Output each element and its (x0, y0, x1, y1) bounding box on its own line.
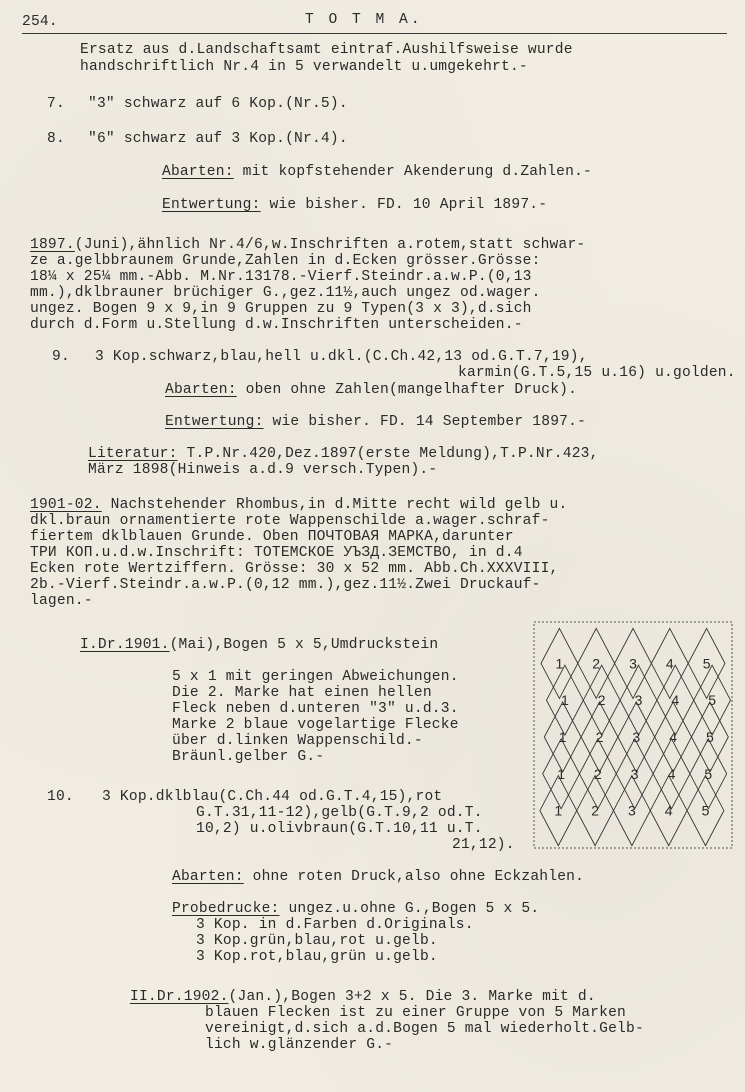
text-line: 5 x 1 mit geringen Abweichungen. (172, 669, 459, 685)
text-line: ungez. Bogen 9 x 9,in 9 Gruppen zu 9 Typen(3 x 3),d.sich (30, 301, 532, 317)
stamp-number: 2 (591, 802, 599, 819)
stamp-number: 3 (629, 655, 637, 672)
section-text: (Juni),ähnlich Nr.4/6,w.Inschriften a.rotem,statt schwar- (74, 237, 586, 253)
stamp-number: 5 (704, 765, 713, 782)
text-line (172, 869, 584, 885)
section-text: T.P.Nr.420,Dez.1897(erste Meldung),T.P.Nr.423, (177, 446, 599, 462)
stamp-number: 5 (708, 692, 716, 709)
stamp-number: 1 (554, 802, 563, 819)
text-line (172, 901, 539, 917)
sheet-diagram (533, 621, 733, 849)
stamp-number: 5 (706, 729, 714, 745)
section-label: Abarten: (165, 382, 237, 398)
text-line: Die 2. Marke hat einen hellen (172, 685, 432, 701)
text-line: blauen Flecken ist zu einer Gruppe von 5 Marken (205, 1005, 627, 1021)
text-line: Ersatz aus d.Landschaftsamt eintraf.Aushilfsweise wurde (80, 42, 573, 58)
entry-number: 10. (47, 789, 74, 805)
section-text: wie bisher. FD. 10 April 1897.- (260, 197, 548, 213)
section-text: oben ohne Zahlen(mangelhafter Druck). (236, 382, 578, 398)
stamp-number: 3 (632, 729, 641, 745)
stamp-number: 1 (557, 765, 565, 782)
text-line (80, 637, 438, 653)
section-label: Abarten: (162, 164, 234, 180)
text-line (88, 446, 599, 462)
text-line: ze a.gelbbraunem Grunde,Zahlen in d.Ecken grösser.Grösse: (30, 253, 541, 269)
text-line (162, 197, 547, 213)
stamp-number: 4 (665, 655, 674, 672)
stamp-number: 2 (597, 692, 606, 709)
section-text: Nachstehender Rhombus,in d.Mitte recht wild gelb u. (101, 497, 568, 513)
stamp-number: 1 (561, 692, 569, 709)
text-line: 3 Kop.rot,blau,grün u.gelb. (196, 949, 438, 965)
printing-label: II.Dr.1902. (130, 989, 229, 1005)
stamp-number: 1 (555, 655, 564, 672)
stamp-number: 5 (701, 802, 710, 819)
text-line: Ecken rote Wertziffern. Grösse: 30 x 52 mm. Abb.Ch.XXXVIII, (30, 561, 559, 577)
text-line: 10,2) u.olivbraun(G.T.10,11 u.T. (196, 821, 483, 837)
text-line (165, 382, 577, 398)
stamp-number: 5 (702, 655, 711, 672)
text-line: 2b.-Vierf.Steindr.a.w.P.(0,12 mm.),gez.11½.Zwei Druckauf- (30, 577, 541, 593)
text-line: 3 Kop.dklblau(C.Ch.44 od.G.T.4,15),rot (102, 789, 443, 805)
text-line: lagen.- (30, 593, 93, 609)
text-line: 3 Kop.grün,blau,rot u.gelb. (196, 933, 438, 949)
text-line: Bräunl.gelber G.- (172, 749, 325, 765)
text-line: durch d.Form u.Stellung d.w.Inschriften unterscheiden.- (30, 317, 523, 333)
section-text: ungez.u.ohne G.,Bogen 5 x 5. (279, 901, 540, 917)
stamp-number: 4 (669, 729, 677, 745)
text-line: 3 Kop.schwarz,blau,hell u.dkl.(C.Ch.42,13 od.G.T.7,19), (95, 349, 588, 365)
text-line: Marke 2 blaue vogelartige Flecke (172, 717, 459, 733)
text-line: ТРИ КОП.u.d.w.Inschrift: ТОТЕМСКОЕ УЪЗД.ЗЕМСТВО, in d.4 (30, 545, 523, 561)
text-line: 3 Kop. in d.Farben d.Originals. (196, 917, 474, 933)
text-line: lich w.glänzender G.- (205, 1037, 394, 1053)
section-label: Entwertung: (165, 414, 264, 430)
stamp-number: 4 (664, 802, 673, 819)
text-line: mm.),dklbrauner brüchiger G.,gez.11½,auch ungez od.wager. (30, 285, 541, 301)
text-line: "3" schwarz auf 6 Kop.(Nr.5). (88, 96, 348, 112)
text-line (30, 497, 567, 513)
text-line (30, 237, 585, 253)
text-line: vereinigt,d.sich a.d.Bogen 5 mal wiederholt.Gelb- (205, 1021, 644, 1037)
entry-number: 7. (47, 96, 65, 112)
text-line: Fleck neben d.unteren "3" u.d.3. (172, 701, 459, 717)
text-line: 21,12). (452, 837, 515, 853)
text-line (162, 164, 592, 180)
section-text: (Jan.),Bogen 3+2 x 5. Die 3. Marke mit d. (228, 989, 596, 1005)
text-line (130, 989, 596, 1005)
text-line: über d.linken Wappenschild.- (172, 733, 423, 749)
issue-year: 1897. (30, 237, 75, 253)
section-text: wie bisher. FD. 14 September 1897.- (263, 414, 587, 430)
section-label: Entwertung: (162, 197, 261, 213)
entry-number: 8. (47, 131, 65, 147)
section-label: Probedrucke: (172, 901, 280, 917)
stamp-number: 2 (592, 655, 601, 672)
section-text: ohne roten Druck,also ohne Eckzahlen. (243, 869, 585, 885)
section-text: (Mai),Bogen 5 x 5,Umdruckstein (169, 637, 439, 653)
text-line: karmin(G.T.5,15 u.16) u.golden. (458, 365, 736, 381)
stamp-number: 3 (628, 802, 636, 819)
section-text: mit kopfstehender Akenderung d.Zahlen.- (233, 164, 592, 180)
stamp-number: 3 (634, 692, 643, 709)
header-rule (22, 33, 727, 34)
section-label: Abarten: (172, 869, 244, 885)
printing-label: I.Dr.1901. (80, 637, 170, 653)
stamp-number: 1 (558, 729, 567, 745)
text-line: handschriftlich Nr.4 in 5 verwandelt u.umgekehrt.- (80, 59, 528, 75)
text-line: "6" schwarz auf 3 Kop.(Nr.4). (88, 131, 348, 147)
page-number: 254. (22, 14, 58, 30)
text-line (165, 414, 586, 430)
stamp-number: 4 (671, 692, 680, 709)
text-line: 18¼ x 25¼ mm.-Abb. M.Nr.13178.-Vierf.Steindr.a.w.P.(0,13 (30, 269, 532, 285)
section-label: Literatur: (88, 446, 178, 462)
stamp-number: 4 (667, 765, 676, 782)
issue-year: 1901-02. (30, 497, 102, 513)
text-line: März 1898(Hinweis a.d.9 versch.Typen).- (88, 462, 438, 478)
text-line: G.T.31,11-12),gelb(G.T.9,2 od.T. (196, 805, 483, 821)
stamp-number: 3 (630, 765, 639, 782)
stamp-number: 2 (594, 765, 602, 782)
text-line: fiertem dklblauen Grunde. Oben ПОЧТОВАЯ МАРКА,darunter (30, 529, 514, 545)
entry-number: 9. (52, 349, 70, 365)
page-title: T O T M A. (305, 12, 423, 28)
stamp-number: 2 (595, 729, 604, 745)
text-line: dkl.braun ornamentierte rote Wappenschilde a.wager.schraf- (30, 513, 550, 529)
